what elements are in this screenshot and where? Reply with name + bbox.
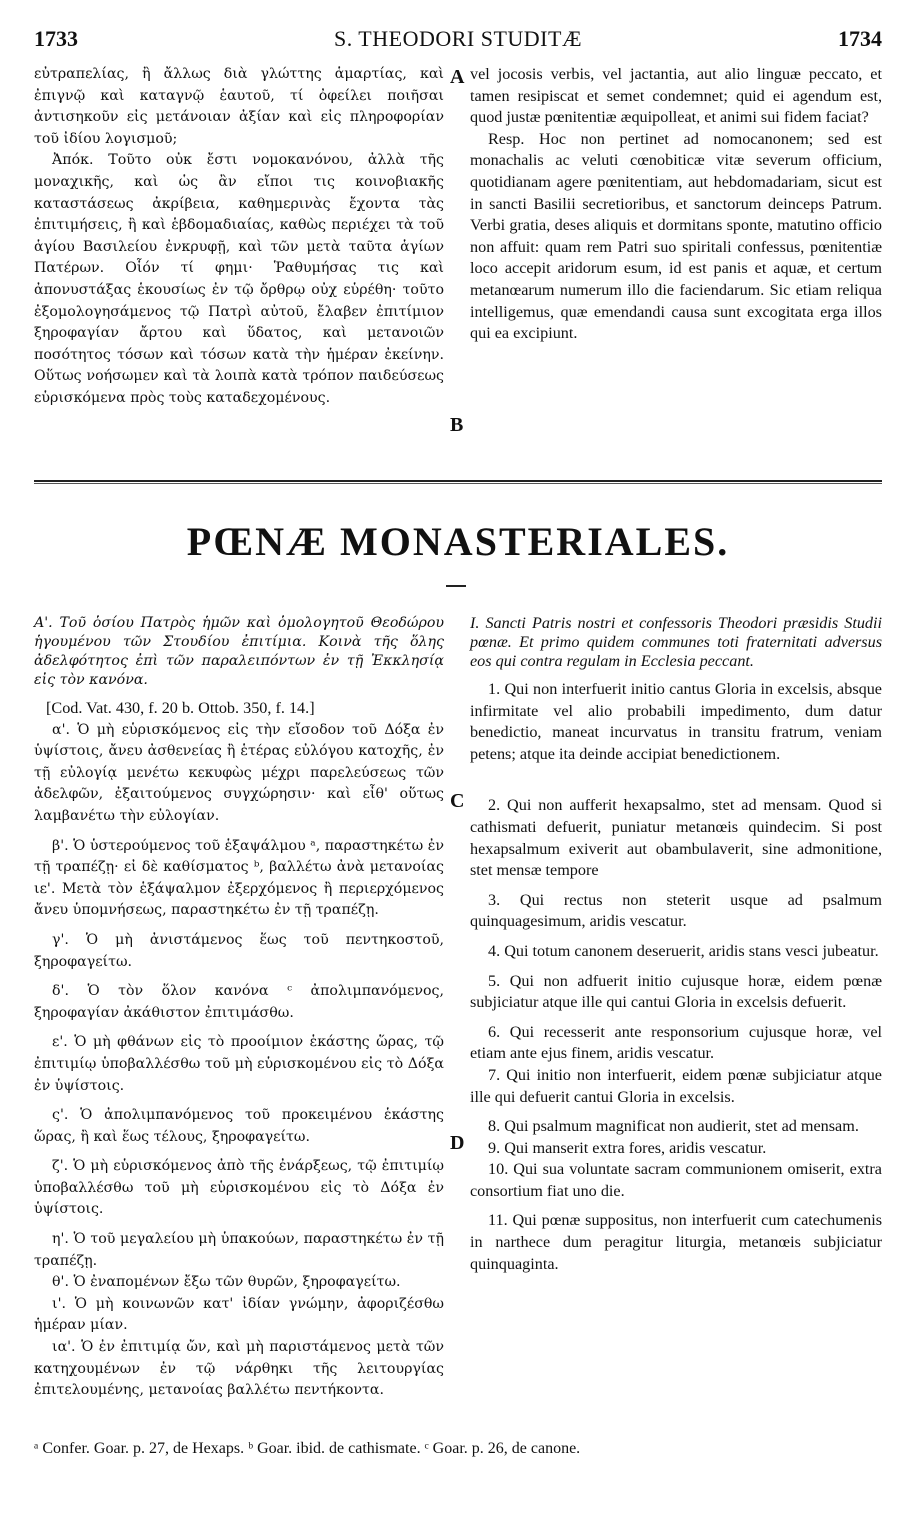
left-page-number: 1733 xyxy=(34,26,78,51)
upper-latin-para: vel jocosis verbis, vel jactantia, aut alio linguæ peccato, et tamen resipiscat et semet condemnet; quid ei agendum est, quod justæ pœnitentiæ æquipolleat, et animi sui fidem faciat? xyxy=(470,65,882,127)
codex-reference: [Cod. Vat. 430, f. 20 b. Ottob. 350, f. 14.] xyxy=(46,699,315,717)
section-divider xyxy=(34,480,882,482)
margin-marker-b: B xyxy=(450,414,464,436)
margin-marker-a: A xyxy=(450,66,465,88)
right-page-number: 1734 xyxy=(838,26,882,51)
upper-greek-para: Ἀπόκ. Τοῦτο οὐκ ἔστι νομοκανόνου, ἀλλὰ τῆς μοναχικῆς, καὶ ὡς ἂν εἴποι τις κοινοβιακῆς καταστάσεως ἀκρίβεια, καθημερινὰς ἔχοντα τὰς ἐπιτιμήσεις, ἢ καὶ ἑβδομαδιαίας, καθὼς περιέχει τὰ τοῦ ἁγίου Βασιλείου ἐνκρυφῇ, καὶ τῶν μετὰ ταῦτα ἁγίων Πατέρων. Οἷόν τί φημι· Ῥαθυμήσας τις καὶ ἀπονυστάξας ἑκουσίως ἐν τῷ ὄρθρῳ οὐχ εὑρέθη· τοῦτο ἐξομολογησάμενος τῷ Πατρὶ αὐτοῦ, ἔλαβεν ἐπιτίμιον ξηροφαγίαν ἄρτου καὶ ὕδατος, καὶ μετανοιῶν ποσότητος τόσων καὶ τόσων κατὰ τὴν ἡμέραν ἐκείνην. Οὕτως νοήσωμεν καὶ τὰ λοιπὰ κατὰ τρόπον παιδεύσεως εὑρισκόμενα πρὸς τοὺς καταδεχομένους. xyxy=(34,152,444,406)
latin-item: 5. Qui non adfuerit initio cujusque horæ, eidem pœnæ subjiciatur atque ille qui cantui Gloria in excelsis defuerit. xyxy=(470,971,882,1012)
title-dash xyxy=(446,585,466,587)
latin-item: 3. Qui rectus non steterit usque ad psalmum quinquagesimum, aridis vescatur. xyxy=(470,890,882,931)
greek-item: θ'. Ὁ ἐναπομένων ἔξω τῶν θυρῶν, ξηροφαγείτω. xyxy=(52,1274,401,1291)
greek-item: ε'. Ὁ μὴ φθάνων εἰς τὸ προοίμιον ἑκάστης ὥρας, τῷ ἐπιτιμίῳ ὑποβαλλέσθω τοῦ μὴ εὑρισκομένου εἰς τὸ Δόξα ἐν ὑψίστοις. xyxy=(34,1034,444,1094)
greek-item: β'. Ὁ ὑστερούμενος τοῦ ἑξαψάλμου ᵃ, παραστηκέτω ἐν τῇ τραπέζῃ· εἰ δὲ καθίσματος ᵇ, βαλλέτω ἀνὰ μετανοίας ιε'. Μετὰ τὸν ἑξάψαλμον ἐξερχόμενος ἢ περιερχόμενος ἄνευ ὑπομνήσεως, παραστηκέτω ἐν τῇ τραπέζῃ. xyxy=(34,837,444,919)
upper-greek-para: εὐτραπελίας, ἢ ἄλλως διὰ γλώττης ἁμαρτίας, καὶ ἐπιγνῷ καὶ καταγνῷ ἑαυτοῦ, τί ὀφείλει ποιῆσαι ἀντισηκοῦν εἰς μετάνοιαν ἀξίαν καὶ εἰς πληροφορίαν τοῦ ἰδίου λογισμοῦ; xyxy=(34,66,444,147)
lower-greek-column xyxy=(34,614,444,1402)
latin-item: 10. Qui sua voluntate sacram communionem omiserit, extra consortium fiat uno die. xyxy=(470,1160,882,1200)
latin-item: 8. Qui psalmum magnificat non audierit, stet ad mensam. xyxy=(488,1117,859,1136)
greek-item: γ'. Ὁ μὴ ἀνιστάμενος ἕως τοῦ πεντηκοστοῦ, ξηροφαγείτω. xyxy=(34,931,444,970)
footnotes: ᵃ Confer. Goar. p. 27, de Hexaps. ᵇ Goar. ibid. de cathismate. ᶜ Goar. p. 26, de canone. xyxy=(34,1440,581,1457)
latin-item: 9. Qui manserit extra fores, aridis vescatur. xyxy=(488,1138,767,1157)
margin-marker-c: C xyxy=(450,790,465,812)
greek-item: δ'. Ὁ τὸν ὅλον κανόνα ᶜ ἀπολιμπανόμενος, ξηροφαγίαν ἀκάθιστον ἐπιτιμάσθω. xyxy=(34,983,444,1021)
greek-item: ς'. Ὁ ἀπολιμπανόμενος τοῦ προκειμένου ἑκάστης ὥρας, ἢ καὶ ἕως τέλους, ξηροφαγείτω. xyxy=(34,1107,444,1145)
greek-item: ζ'. Ὁ μὴ εὑρισκόμενος ἀπὸ τῆς ἐνάρξεως, τῷ ἐπιτιμίῳ ὑποβαλλέσθω τοῦ μὴ εὑρισκομένου εἰς τὸ Δόξα ἐν ὑψίστοις. xyxy=(34,1158,444,1218)
upper-latin-column xyxy=(470,64,882,345)
lower-latin-column xyxy=(470,614,882,1275)
latin-item: 6. Qui recesserit ante responsorium cujusque horæ, vel etiam ante ejus finem, aridis vescatur. xyxy=(470,1022,882,1063)
section-divider-thin xyxy=(34,483,882,484)
latin-item: 2. Qui non aufferit hexapsalmo, stet ad mensam. Quod si cathismati defuerit, puniatur metanœis quindecim. Si post hexapsalmum exiverit aut obambulaverit, sine admonitione, stet mensæ tempore xyxy=(470,796,882,880)
margin-marker-d: D xyxy=(450,1132,465,1154)
latin-item: 11. Qui pœnæ suppositus, non interfuerit cum catechumenis in narthece dum peragitur liturgia, metanœis subjiciatur quinquaginta. xyxy=(470,1211,882,1273)
greek-item: ια'. Ὁ ἐν ἐπιτιμίᾳ ὤν, καὶ μὴ παριστάμενος μετὰ τῶν κατηχουμένων ἐν τῷ νάρθηκι τῆς λειτουργίας ἐπιτελουμένης, μετανοίας βαλλέτω πεντήκοντα. xyxy=(34,1339,444,1399)
greek-heading: Α'. Τοῦ ὁσίου Πατρὸς ἡμῶν καὶ ὁμολογητοῦ Θεοδώρου ἡγουμένου τῶν Στουδίου ἐπιτίμια. Κοινὰ τῆς ὅλης ἀδελφότητος ἐπὶ τῶν παραλειπόντων ἐν τῇ Ἐκκλησίᾳ εἰς τὸν κανόνα. xyxy=(34,615,444,688)
latin-item: 7. Qui initio non interfuerit, eidem pœnæ subjiciatur atque ille qui defuerit cantui Gloria in excelsis. xyxy=(470,1065,882,1106)
latin-heading: I. Sancti Patris nostri et confessoris Theodori præsidis Studii pœnæ. Et primo quidem communes toti fraternitati adversus eos qui contra regulam in Ecclesia peccant. xyxy=(470,614,882,670)
latin-item: 4. Qui totum canonem deseruerit, aridis stans vesci jubeatur. xyxy=(488,941,879,960)
greek-item: ι'. Ὁ μὴ κοινωνῶν κατ' ἰδίαν γνώμην, ἀφοριζέσθω ἡμέραν μίαν. xyxy=(34,1295,444,1334)
greek-item: α'. Ὁ μὴ εὑρισκόμενος εἰς τὴν εἴσοδον τοῦ Δόξα ἐν ὑψίστοις, ἄνευ ἀσθενείας ἢ ἑτέρας εὐλόγου κατοχῆς, ἐν τῇ εὐλογίᾳ μενέτω κεκυφὼς μέχρι παρελεύσεως τῶν ἀδελφῶν, ἐξαιτούμενος συγχώρησιν· καὶ εἶθ' οὕτως λαμβανέτω τὴν εὐλογίαν. xyxy=(34,721,444,824)
running-header xyxy=(34,26,882,56)
upper-greek-column xyxy=(34,64,444,410)
running-title: S. THEODORI STUDITÆ xyxy=(333,26,583,51)
latin-item: 1. Qui non interfuerit initio cantus Gloria in excelsis, absque infirmitate vel alio probabili impedimento, dum datur benedictio, maneat incurvatus in transitu fratrum, veniam petens; atque ita deinde accipiat benedictionem. xyxy=(470,680,882,763)
section-title: PŒNÆ MONASTERIALES. xyxy=(186,519,730,564)
upper-latin-para: Resp. Hoc non pertinet ad nomocanonem; sed est monachalis ac veluti cœnobiticæ vitæ severum officium, quotidianam agere pœnitentiam, aut hebdomadariam, sicut est in sancti Basilii secretioribus, et sanctorum deinceps Patrum. Verbi gratia, deses aliquis et dormitans sponte, matutino officio non affuit: quam rem Patri suo spiritali confessus, pœnitentiæ loco accepit aridorum esum, id est panis et aquæ, et certum metanœarum numerum illo die faciendarum. Sic etiam reliqua intelligemus, quæ emendandi causa sunt excogitata erga illos qui ea excipiunt. xyxy=(470,129,882,343)
greek-item: η'. Ὁ τοῦ μεγαλείου μὴ ὑπακούων, παραστηκέτω ἐν τῇ τραπέζῃ. xyxy=(34,1231,444,1269)
